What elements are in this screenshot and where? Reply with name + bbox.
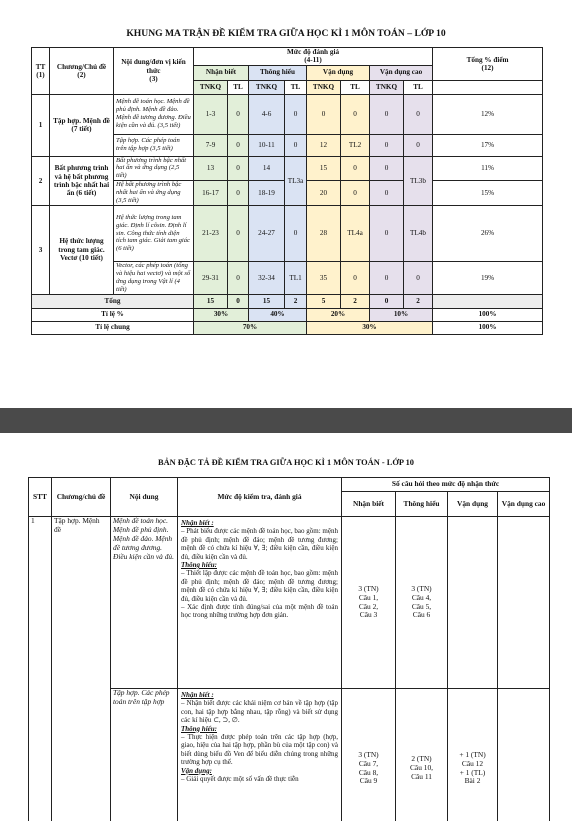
total-label: Tổng bbox=[32, 294, 194, 308]
row-tt: 2 bbox=[32, 156, 50, 205]
cell-vdc-tnkq: 0 bbox=[370, 206, 404, 262]
general-label: Tỉ lệ chung bbox=[32, 321, 194, 334]
matrix-general-row bbox=[32, 321, 543, 334]
th-label: Thông hiểu: bbox=[181, 560, 217, 569]
spec-row-description bbox=[178, 517, 342, 689]
cell-vdc-tl: 0 bbox=[404, 262, 433, 295]
page-separator bbox=[0, 408, 572, 433]
matrix-title: KHUNG MA TRẬN ĐỀ KIỂM TRA GIỮA HỌC KÌ 1 MÔN TOÁN – LỚP 10 bbox=[126, 28, 446, 39]
row-content: Bất phương trình bậc nhất hai ẩn và ứng dụng (2,5 tiết) bbox=[114, 156, 194, 181]
cell-nb-tl: 0 bbox=[228, 262, 249, 295]
cell-percent: 11% bbox=[433, 156, 543, 181]
cell-percent: 15% bbox=[433, 181, 543, 206]
count-nb: 3 (TN) Câu 1, Câu 2, Câu 3 bbox=[342, 517, 396, 689]
matrix-head-tl: TL bbox=[341, 80, 370, 94]
spec-row-content: Tập hợp. Các phép toán trên tập hợp bbox=[111, 689, 178, 821]
cell-vd-tnkq: 28 bbox=[307, 206, 341, 262]
nb-label: Nhận biết : bbox=[181, 519, 214, 527]
total-th-tnkq: 15 bbox=[249, 294, 285, 308]
matrix-head-vd: Vận dụng bbox=[307, 65, 370, 80]
matrix-head-tnkq: TNKQ bbox=[370, 80, 404, 94]
row-content: Tập hợp. Các phép toán trên tập hợp (3,5 tiết) bbox=[114, 134, 194, 156]
matrix-row bbox=[32, 206, 543, 262]
spec-head-vdc: Vận dụng cao bbox=[498, 492, 550, 517]
ratio-vd: 20% bbox=[307, 308, 370, 321]
spec-head-content: Nội dung bbox=[111, 478, 178, 517]
matrix-head-tl: TL bbox=[228, 80, 249, 94]
total-th-tl: 2 bbox=[285, 294, 307, 308]
total-vdc-tnkq: 0 bbox=[370, 294, 404, 308]
row-content: Mệnh đề toán học. Mệnh đề phủ định. Mệnh đề đảo. Mệnh đề tương đương. Điều kiện cần và đủ. (3,5 tiết) bbox=[114, 94, 194, 134]
th-text: – Xác định được tính đúng/sai của một mệnh đề toán học trong những trường hợp đơn giản. bbox=[181, 602, 338, 620]
cell-vdc-tnkq: 0 bbox=[370, 262, 404, 295]
matrix-head-chapter: Chương/Chủ đề (2) bbox=[50, 48, 114, 95]
matrix-head-vdc: Vận dụng cao bbox=[370, 65, 433, 80]
total-vd-tnkq: 5 bbox=[307, 294, 341, 308]
cell-vdc-tl: 0 bbox=[404, 94, 433, 134]
count-nb: 3 (TN) Câu 7, Câu 8, Câu 9 bbox=[342, 689, 396, 821]
th-text: – Thiết lập được các mệnh đề toán học, bao gồm: mệnh đề phủ định; mệnh đề đảo; mệnh đề tương đương; mệnh đề có chứa kí hiệu ∀, ∃; điều kiện cần, điều kiện đủ, điều kiện cần và đủ. bbox=[181, 569, 338, 603]
row-content: Hệ bất phương trình bậc nhất hai ẩn và ứng dụng (3,5 tiết) bbox=[114, 181, 194, 206]
ratio-label: Tỉ lệ % bbox=[32, 308, 194, 321]
cell-percent: 26% bbox=[433, 206, 543, 262]
total-nb-tnkq: 15 bbox=[194, 294, 228, 308]
cell-th-tl: TL1 bbox=[285, 262, 307, 295]
nb-label: Nhận biết : bbox=[181, 691, 214, 699]
cell-th-tnkq: 10-11 bbox=[249, 134, 285, 156]
cell-vd-tnkq: 12 bbox=[307, 134, 341, 156]
ratio-th: 40% bbox=[249, 308, 307, 321]
matrix-head-content: Nội dung/đơn vị kiến thức (3) bbox=[114, 48, 194, 95]
matrix-row bbox=[32, 156, 543, 181]
cell-vd-tl: 0 bbox=[341, 94, 370, 134]
row-content: Vector, các phép toán (tổng và hiệu hai vectơ) và một số ứng dụng trong Vật lí (4 tiết) bbox=[114, 262, 194, 295]
matrix-head-tnkq: TNKQ bbox=[249, 80, 285, 94]
matrix-head-tnkq: TNKQ bbox=[307, 80, 341, 94]
spec-row-chapter: Tập hợp. Mệnh đề bbox=[52, 517, 111, 821]
general-b: 30% bbox=[307, 321, 433, 334]
count-vd bbox=[448, 517, 498, 689]
matrix-table bbox=[31, 47, 543, 335]
cell-vd-tnkq: 20 bbox=[307, 181, 341, 206]
cell-th-tnkq: 24-27 bbox=[249, 206, 285, 262]
matrix-head-tl: TL bbox=[285, 80, 307, 94]
cell-nb-tnkq: 7-9 bbox=[194, 134, 228, 156]
matrix-head-tl: TL bbox=[404, 80, 433, 94]
ratio-vdc: 10% bbox=[370, 308, 433, 321]
spec-row-content: Mệnh đề toán học. Mệnh đề phủ định. Mệnh đề đảo. Mệnh đề tương đương. Điều kiện cần và đủ. bbox=[111, 517, 178, 689]
cell-percent: 17% bbox=[433, 134, 543, 156]
cell-th-tnkq: 32-34 bbox=[249, 262, 285, 295]
spec-head-stt: STT bbox=[29, 478, 52, 517]
vd-label: Vận dụng: bbox=[181, 766, 212, 775]
cell-vdc-tl: TL3b bbox=[404, 156, 433, 205]
count-vd: + 1 (TN) Câu 12 + 1 (TL) Bài 2 bbox=[448, 689, 498, 821]
general-total: 100% bbox=[433, 321, 543, 334]
cell-vd-tl: 0 bbox=[341, 181, 370, 206]
matrix-head-th: Thông hiểu bbox=[249, 65, 307, 80]
cell-th-tl: 0 bbox=[285, 94, 307, 134]
count-vdc bbox=[498, 517, 550, 689]
nb-text: – Phát biểu được các mệnh đề toán học, bao gồm: mệnh đề phủ định; mệnh đề đảo; mệnh đề tương đương; mệnh đề có chứa kí hiệu ∀, ∃; điều kiện cần, điều kiện đủ, điều kiện cần và đủ. bbox=[181, 527, 338, 561]
spec-head-count: Số câu hỏi theo mức độ nhận thức bbox=[342, 478, 550, 492]
matrix-head-nb: Nhận biết bbox=[194, 65, 249, 80]
cell-vdc-tl: 0 bbox=[404, 134, 433, 156]
cell-th-tl: 0 bbox=[285, 206, 307, 262]
cell-vd-tnkq: 35 bbox=[307, 262, 341, 295]
matrix-head-tnkq: TNKQ bbox=[194, 80, 228, 94]
cell-th-tl: 0 bbox=[285, 134, 307, 156]
vd-text: – Giải quyết được một số vấn đề thực tiễn bbox=[181, 774, 299, 783]
row-tt: 1 bbox=[32, 94, 50, 156]
cell-vd-tnkq: 15 bbox=[307, 156, 341, 181]
cell-th-tl: TL3a bbox=[285, 156, 307, 205]
matrix-ratio-row bbox=[32, 308, 543, 321]
count-th: 3 (TN) Câu 4, Câu 5, Câu 6 bbox=[396, 517, 448, 689]
th-label: Thông hiểu: bbox=[181, 724, 217, 733]
cell-vdc-tl: TL4b bbox=[404, 206, 433, 262]
matrix-head-level: Mức độ đánh giá (4-11) bbox=[194, 48, 433, 66]
th-text: – Thực hiện được phép toán trên các tập hợp (hợp, giao, hiệu của hai tập hợp, phần bù của một tập con) và biết dùng biểu đồ Ven để biểu diễn chúng trong những trường hợp cụ thể. bbox=[181, 732, 338, 767]
ratio-nb: 30% bbox=[194, 308, 249, 321]
total-vd-tl: 2 bbox=[341, 294, 370, 308]
matrix-head-total: Tổng % điểm (12) bbox=[433, 48, 543, 81]
spec-row-description bbox=[178, 689, 342, 821]
cell-vd-tl: TL4a bbox=[341, 206, 370, 262]
cell-nb-tl: 0 bbox=[228, 94, 249, 134]
cell-nb-tnkq: 13 bbox=[194, 156, 228, 181]
spec-table bbox=[28, 477, 550, 821]
cell-nb-tl: 0 bbox=[228, 156, 249, 181]
cell-vd-tl: 0 bbox=[341, 156, 370, 181]
spec-head-chapter: Chương/chủ đề bbox=[52, 478, 111, 517]
general-a: 70% bbox=[194, 321, 307, 334]
cell-nb-tnkq: 16-17 bbox=[194, 181, 228, 206]
row-content: Hệ thức lượng trong tam giác. Định lí côsin. Định lí sin. Công thức tính diện tích tam giác. Giải tam giác (6 tiết) bbox=[114, 206, 194, 262]
spec-title: BẢN ĐẶC TẢ ĐỀ KIỂM TRA GIỮA HỌC KÌ 1 MÔN TOÁN - LỚP 10 bbox=[158, 458, 414, 467]
cell-vdc-tnkq: 0 bbox=[370, 94, 404, 134]
cell-nb-tl: 0 bbox=[228, 181, 249, 206]
spec-head-level: Mức độ kiểm tra, đánh giá bbox=[178, 478, 342, 517]
cell-percent: 12% bbox=[433, 94, 543, 134]
cell-nb-tl: 0 bbox=[228, 134, 249, 156]
cell-nb-tl: 0 bbox=[228, 206, 249, 262]
row-chapter: Bất phương trình và hệ bất phương trình bậc nhất hai ẩn (6 tiết) bbox=[50, 156, 114, 205]
cell-vdc-tnkq: 0 bbox=[370, 134, 404, 156]
cell-nb-tnkq: 21-23 bbox=[194, 206, 228, 262]
cell-nb-tnkq: 29-31 bbox=[194, 262, 228, 295]
total-nb-tl: 0 bbox=[228, 294, 249, 308]
row-chapter: Hệ thức lượng trong tam giác. Vectơ (10 tiết) bbox=[50, 206, 114, 295]
spec-page bbox=[0, 433, 572, 821]
total-vdc-tl: 2 bbox=[404, 294, 433, 308]
cell-vd-tl: 0 bbox=[341, 262, 370, 295]
count-th: 2 (TN) Câu 10, Câu 11 bbox=[396, 689, 448, 821]
cell-vd-tl: TL2 bbox=[341, 134, 370, 156]
cell-vdc-tnkq: 0 bbox=[370, 181, 404, 206]
cell-vdc-tnkq: 0 bbox=[370, 156, 404, 181]
spec-head-vd: Vận dụng bbox=[448, 492, 498, 517]
matrix-row bbox=[32, 94, 543, 134]
spec-head-th: Thông hiểu bbox=[396, 492, 448, 517]
cell-nb-tnkq: 1-3 bbox=[194, 94, 228, 134]
spec-row bbox=[29, 517, 550, 689]
matrix-total-row bbox=[32, 294, 543, 308]
cell-th-tnkq: 14 bbox=[249, 156, 285, 181]
row-chapter: Tập hợp. Mệnh đề (7 tiết) bbox=[50, 94, 114, 156]
spec-head-nb: Nhận biết bbox=[342, 492, 396, 517]
spec-row-stt: 1 bbox=[29, 517, 52, 821]
row-tt: 3 bbox=[32, 206, 50, 295]
nb-text: – Nhận biết được các khái niệm cơ bản về tập hợp (tập con, hai tập hợp bằng nhau, tập rỗng) và biết sử dụng các kí hiệu ⊂, ⊃, ∅. bbox=[181, 699, 338, 725]
cell-th-tnkq: 18-19 bbox=[249, 181, 285, 206]
matrix-head-tt: TT (1) bbox=[32, 48, 50, 95]
cell-th-tnkq: 4-6 bbox=[249, 94, 285, 134]
matrix-page bbox=[0, 0, 572, 408]
ratio-total: 100% bbox=[433, 308, 543, 321]
cell-vd-tnkq: 0 bbox=[307, 94, 341, 134]
count-vdc bbox=[498, 689, 550, 821]
cell-percent: 19% bbox=[433, 262, 543, 295]
